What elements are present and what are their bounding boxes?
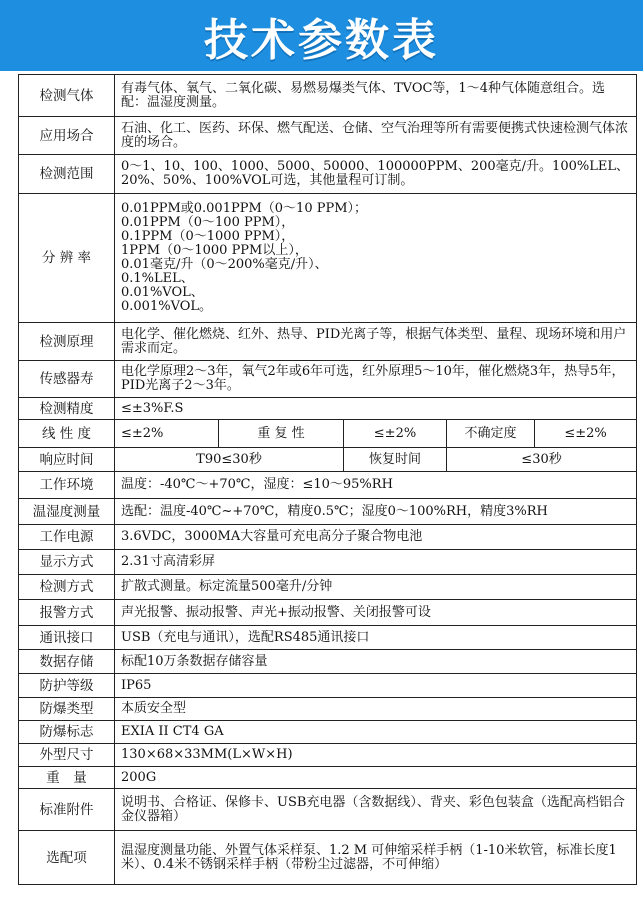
list-item: 0.01毫克/升（0～200%毫克/升）、 [121, 257, 328, 272]
list-item: 0.01%VOL、 [121, 285, 204, 300]
table-row [19, 472, 637, 499]
row-label: 防护等级 [19, 674, 115, 698]
row-label: 检测方式 [19, 575, 115, 600]
title-banner [0, 0, 643, 71]
list-item: 0.1%LEL、 [121, 271, 194, 286]
row-value: T90≤30秒 [115, 448, 344, 472]
table-row [19, 698, 637, 721]
row-value: ≤±3%F.S [115, 398, 637, 420]
table-row [19, 75, 637, 117]
row-value: 0～1、10、100、1000、5000、50000、100000PPM、200毫克/升。100%LEL、20%、50%、100%VOL可选，其他量程可订制。 [115, 155, 637, 194]
table-row [19, 626, 637, 650]
repeatability-value: ≤±2% [344, 420, 447, 448]
table-row [19, 650, 637, 674]
row-value: ≤±2% [115, 420, 219, 448]
table-row [19, 499, 637, 525]
list-item: 1PPM（0～1000 PPM以上）， [121, 243, 308, 258]
row-label: 检测原理 [19, 323, 115, 361]
row-label: 线 性 度 [19, 420, 115, 448]
row-value: 2.31寸高清彩屏 [115, 550, 637, 575]
row-label: 防爆类型 [19, 698, 115, 721]
row-label: 工作环境 [19, 472, 115, 499]
table-row [19, 744, 637, 767]
row-value: 声光报警、振动报警、声光+振动报警、关闭报警可设 [115, 600, 637, 626]
resolution-list [115, 194, 637, 323]
table-row [19, 789, 637, 831]
row-label: 选配项 [19, 831, 115, 885]
row-value: IP65 [115, 674, 637, 698]
table-row [19, 575, 637, 600]
row-label: 检测范围 [19, 155, 115, 194]
table-row [19, 398, 637, 420]
table-row [19, 721, 637, 744]
row-label: 响应时间 [19, 448, 115, 472]
row-value: 温湿度测量功能、外置气体采样泵、1.2 M 可伸缩采样手柄（1-10米软管，标准长度1米）、0.4米不锈钢采样手柄（带粉尘过滤器，不可伸缩） [115, 831, 637, 885]
list-item: 0.01PPM或0.001PPM（0～10 PPM）； [121, 201, 368, 216]
table-row [19, 420, 637, 448]
row-value: USB（充电与通讯），选配RS485通讯接口 [115, 626, 637, 650]
row-label: 通讯接口 [19, 626, 115, 650]
row-label: 工作电源 [19, 525, 115, 550]
list-item: 0.01PPM（0～100 PPM）， [121, 215, 295, 230]
row-label: 传感器寿 [19, 361, 115, 398]
row-value: 选配：温度-40℃~+70℃，精度0.5℃；湿度0～100%RH，精度3%RH [115, 499, 637, 525]
row-label: 外型尺寸 [19, 744, 115, 767]
uncertainty-label: 不确定度 [447, 420, 535, 448]
row-value: 电化学原理2～3年，氧气2年或6年可选，红外原理5～10年，催化燃烧3年，热导5年，PID光离子2～3年。 [115, 361, 637, 398]
table-row [19, 361, 637, 398]
recovery-label: 恢复时间 [344, 448, 447, 472]
row-value: 3.6VDC，3000MA大容量可充电高分子聚合物电池 [115, 525, 637, 550]
row-label: 数据存储 [19, 650, 115, 674]
row-label: 显示方式 [19, 550, 115, 575]
recovery-value: ≤30秒 [447, 448, 637, 472]
page-title: 技术参数表 [204, 14, 439, 66]
list-item: 0.001%VOL。 [121, 299, 213, 314]
row-value: 说明书、合格证、保修卡、USB充电器（含数据线）、背夹、彩色包装盒（选配高档铝合金仪器箱） [115, 789, 637, 831]
row-value: EXIA II CT4 GA [115, 721, 637, 744]
row-value: 有毒气体、氧气、二氧化碳、易燃易爆类气体、TVOC等，1～4种气体随意组合。选配：温湿度测量。 [115, 75, 637, 117]
row-label: 温湿度测量 [19, 499, 115, 525]
row-value: 200G [115, 767, 637, 789]
table-row [19, 674, 637, 698]
table-row [19, 525, 637, 550]
list-item: 0.1PPM（0～1000 PPM）， [121, 229, 295, 244]
table-row [19, 155, 637, 194]
row-value: 本质安全型 [115, 698, 637, 721]
row-label: 防爆标志 [19, 721, 115, 744]
table-row [19, 117, 637, 155]
row-value: 电化学、催化燃烧、红外、热导、PID光离子等，根据气体类型、量程、现场环境和用户需求而定。 [115, 323, 637, 361]
row-label: 检测气体 [19, 75, 115, 117]
table-row [19, 767, 637, 789]
row-value: 标配10万条数据存储容量 [115, 650, 637, 674]
row-label: 检测精度 [19, 398, 115, 420]
row-label: 应用场合 [19, 117, 115, 155]
spec-table [18, 74, 637, 885]
row-value: 130×68×33MM(L×W×H) [115, 744, 637, 767]
table-row [19, 194, 637, 323]
table-row [19, 550, 637, 575]
row-value: 温度：-40℃～+70℃，湿度：≤10～95%RH [115, 472, 637, 499]
repeatability-label: 重 复 性 [219, 420, 344, 448]
table-row [19, 831, 637, 885]
table-row [19, 323, 637, 361]
row-value: 扩散式测量。标定流量500毫升/分钟 [115, 575, 637, 600]
row-value: 石油、化工、医药、环保、燃气配送、仓储、空气治理等所有需要便携式快速检测气体浓度的场合。 [115, 117, 637, 155]
row-label: 分 辨 率 [19, 194, 115, 323]
row-label: 报警方式 [19, 600, 115, 626]
row-label: 标准附件 [19, 789, 115, 831]
row-label: 重 量 [19, 767, 115, 789]
table-row [19, 448, 637, 472]
uncertainty-value: ≤±2% [535, 420, 637, 448]
table-row [19, 600, 637, 626]
